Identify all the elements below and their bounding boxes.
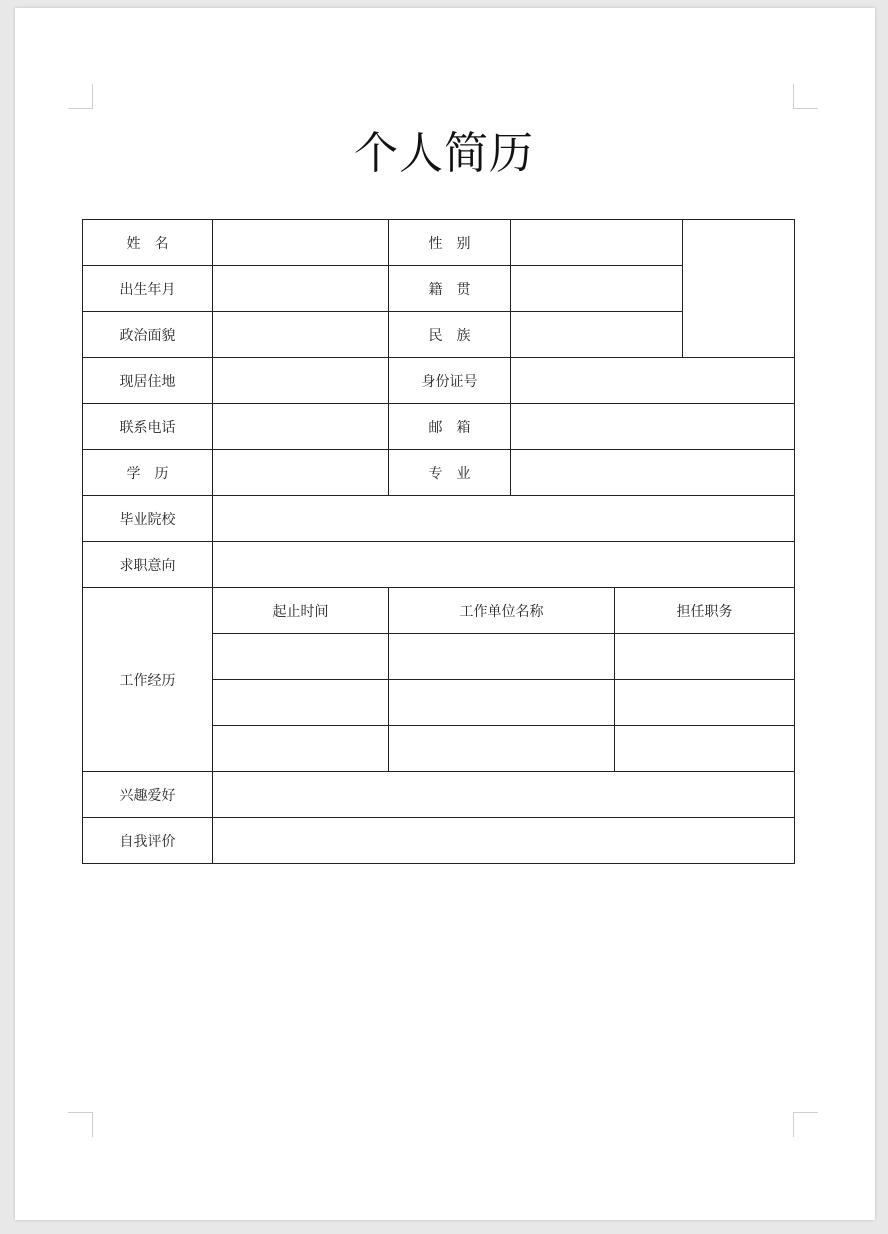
work-employer-cell[interactable]: [389, 634, 615, 680]
field-native-place[interactable]: [511, 266, 683, 312]
resume-table: [82, 219, 795, 864]
photo-box[interactable]: [683, 220, 795, 358]
label-hobbies: 兴趣爱好: [83, 772, 213, 818]
label-phone: 联系电话: [83, 404, 213, 450]
field-self-evaluation[interactable]: [213, 818, 795, 864]
field-birth[interactable]: [213, 266, 389, 312]
work-header-period: 起止时间: [213, 588, 389, 634]
label-address: 现居住地: [83, 358, 213, 404]
label-gender: 性 别: [389, 220, 511, 266]
field-political-status[interactable]: [213, 312, 389, 358]
field-major[interactable]: [511, 450, 795, 496]
field-education[interactable]: [213, 450, 389, 496]
work-employer-cell[interactable]: [389, 726, 615, 772]
field-hobbies[interactable]: [213, 772, 795, 818]
work-header-employer: 工作单位名称: [389, 588, 615, 634]
field-ethnicity[interactable]: [511, 312, 683, 358]
label-major: 专 业: [389, 450, 511, 496]
margin-corner-bottom-right: [793, 1112, 818, 1137]
field-job-intent[interactable]: [213, 542, 795, 588]
label-education: 学 历: [83, 450, 213, 496]
label-birth: 出生年月: [83, 266, 213, 312]
label-work-experience: 工作经历: [83, 588, 213, 772]
work-period-cell[interactable]: [213, 726, 389, 772]
resume-title: 个人简历: [354, 128, 534, 179]
label-self-evaluation: 自我评价: [83, 818, 213, 864]
margin-corner-bottom-left: [68, 1112, 93, 1137]
label-native-place: 籍 贯: [389, 266, 511, 312]
work-period-cell[interactable]: [213, 634, 389, 680]
label-school: 毕业院校: [83, 496, 213, 542]
work-position-cell[interactable]: [615, 680, 795, 726]
field-gender[interactable]: [511, 220, 683, 266]
margin-corner-top-left: [68, 84, 93, 109]
work-employer-cell[interactable]: [389, 680, 615, 726]
label-name: 姓 名: [83, 220, 213, 266]
field-phone[interactable]: [213, 404, 389, 450]
label-email: 邮 箱: [389, 404, 511, 450]
field-name[interactable]: [213, 220, 389, 266]
work-header-position: 担任职务: [615, 588, 795, 634]
field-id-number[interactable]: [511, 358, 795, 404]
work-period-cell[interactable]: [213, 680, 389, 726]
field-address[interactable]: [213, 358, 389, 404]
margin-corner-top-right: [793, 84, 818, 109]
label-political-status: 政治面貌: [83, 312, 213, 358]
field-email[interactable]: [511, 404, 795, 450]
label-ethnicity: 民 族: [389, 312, 511, 358]
work-position-cell[interactable]: [615, 726, 795, 772]
field-school[interactable]: [213, 496, 795, 542]
label-id-number: 身份证号: [389, 358, 511, 404]
work-position-cell[interactable]: [615, 634, 795, 680]
label-job-intent: 求职意向: [83, 542, 213, 588]
